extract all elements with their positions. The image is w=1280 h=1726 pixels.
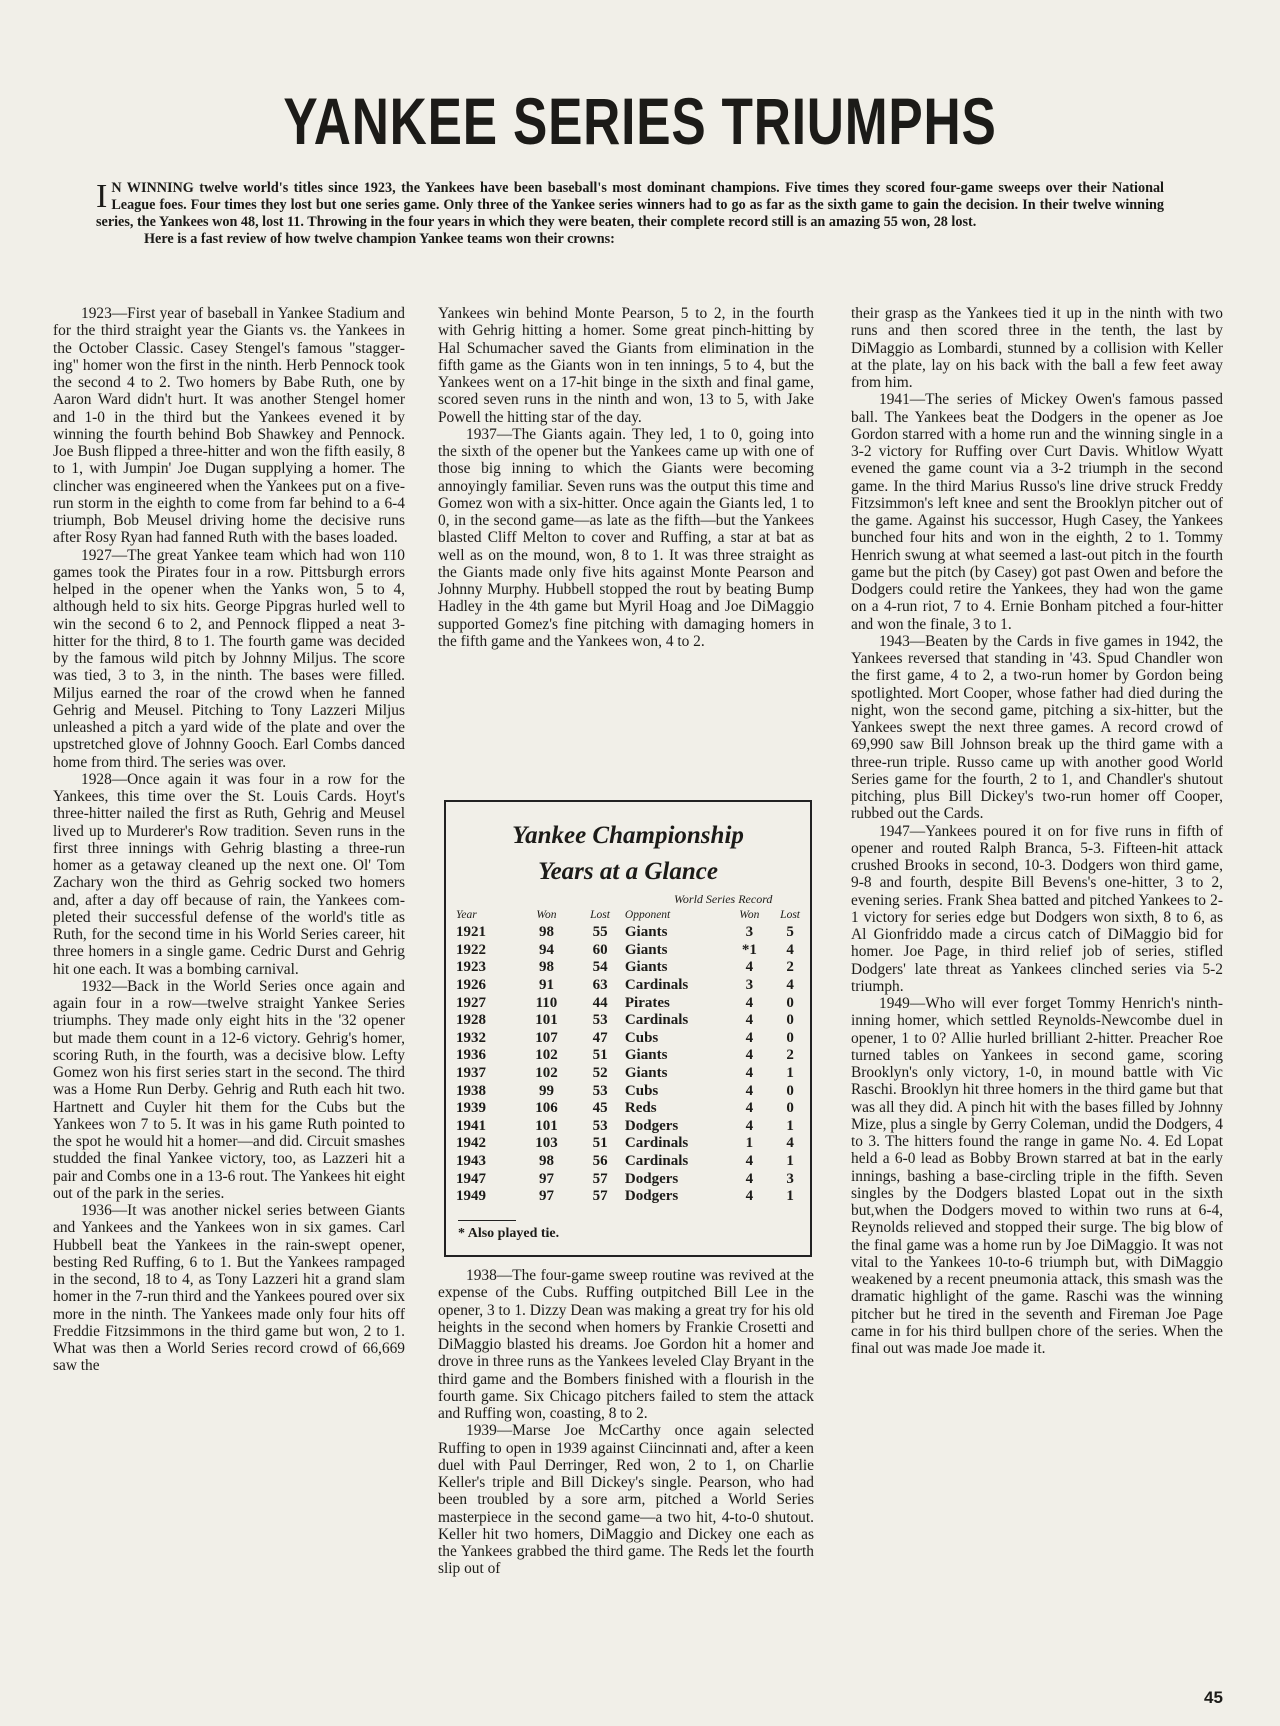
box-title	[446, 818, 810, 890]
cell-opponent: Pirates	[624, 994, 670, 1011]
header-ws-lost: Lost	[780, 909, 800, 921]
paragraph-1936-continued: Yankees win behind Monte Pearson, 5 to 2, in the fourth with Gehrig hitting a homer. Some great pinch-hitting by Hal Schumacher saved the Giants from elimination in the fifth game as the Giants won in ten innings, 5 to 4, but the Yankees went on a 17-hit binge in the sixth and final game, scored seven runs in the ninth and won, 13 to 5, with Jake Powell the hitting star of the day.	[438, 305, 814, 426]
cell-lost: 53	[592, 1082, 608, 1099]
cell-ws-won: 4	[745, 1029, 754, 1046]
article-column-1	[53, 305, 405, 1375]
cell-lost: 53	[592, 1012, 608, 1029]
cell-won: 101	[535, 1012, 558, 1029]
world-series-record-header: World Series Record	[674, 892, 773, 906]
cell-opponent: Cardinals	[624, 1135, 689, 1152]
cell-lost: 54	[592, 959, 608, 976]
cell-won: 91	[538, 977, 554, 994]
article-column-2-lower	[438, 1267, 814, 1578]
cell-ws-won: 4	[745, 1117, 754, 1134]
cell-lost: 56	[592, 1153, 608, 1170]
box-title-line-1: Yankee Championship	[512, 822, 744, 849]
cell-opponent: Cubs	[624, 1029, 659, 1046]
cell-year: 1923	[456, 959, 486, 976]
table-row	[456, 1170, 810, 1188]
cell-won: 97	[538, 1170, 554, 1187]
cell-lost: 45	[592, 1100, 608, 1117]
cell-year: 1922	[456, 941, 486, 958]
cell-year: 1943	[456, 1153, 486, 1170]
cell-lost: 57	[592, 1188, 608, 1205]
cell-ws-won: 3	[745, 977, 754, 994]
cell-ws-lost: 4	[786, 1135, 794, 1152]
cell-lost: 55	[592, 924, 608, 941]
paragraph-1928: 1928—Once again it was four in a row for the Yankees, this time over the St. Louis Cards. Hoyt's three-hitter nailed the first as Ruth, Gehrig and Meusel lived up to Murderer's Row tradition. Seven runs in the first three innings with Gehrig blasting a three-run homer as a getaway cleaned up the next one. Ol' Tom Zachary won the third as Gehrig socked two homers and, after a day off because of rain, the Yankees completed their successful defense of the world's title as Ruth, for the second time in his World Series career, hit three homers in a single game. Cedric Durst and Gehrig hit one each. It was a bombing carnival.	[53, 770, 405, 978]
cell-lost: 57	[592, 1170, 608, 1187]
cell-ws-lost: 0	[786, 1100, 794, 1117]
cell-won: 102	[535, 1047, 558, 1064]
cell-ws-won: 4	[745, 1082, 754, 1099]
paragraph-1923: 1923—First year of baseball in Yankee Stadium and for the third straight year the Giants vs. the Yankees in the October Classic. Casey Stengel's famous "staggering" homer won the first in the ninth. Herb Pennock took the second 4 to 2. Two homers by Babe Ruth, one by Aaron Ward didn't hurt. It was another Stengel homer and 1-0 in the third but the Yankees evened it by winning the fourth behind Bob Shawkey and Pennock. Joe Bush flipped a three-hitter and won the fifth easily, 8 to 1, with Jumpin' Joe Dugan supplying a homer. The clincher was engineered when the Yankees put on a five-run storm in the eighth to come from far behind to a 6-4 triumph, Bob Meusel driving home the decisive runs after Rosy Ryan had fanned Ruth with the bases loaded.	[53, 305, 405, 547]
cell-ws-lost: 2	[786, 1047, 794, 1064]
cell-won: 94	[538, 941, 554, 958]
cell-won: 97	[538, 1188, 554, 1205]
cell-ws-lost: 0	[786, 1029, 794, 1046]
cell-year: 1921	[456, 924, 486, 941]
table-row	[456, 1118, 810, 1136]
cell-year: 1928	[456, 1012, 486, 1029]
footnote: * Also played tie.	[458, 1226, 560, 1241]
cell-won: 99	[538, 1082, 554, 1099]
header-ws-won: Won	[739, 909, 760, 921]
cell-ws-won: 4	[745, 959, 754, 976]
cell-ws-won: 1	[745, 1135, 754, 1152]
championship-table	[456, 906, 810, 1206]
intro-text: N WINNING twelve world's titles since 1923, the Yankees have been baseball's most dominant champions. Five times they scored four-game sweeps over their National League foes. Four times they lost but one series game. Only three of the Yankee series winners had to go as far as the sixth game to gain the decision. In their twelve winning series, the Yankees won 48, lost 11. Throwing in the four years in which they were beaten, their complete record still is an amazing 55 won, 28 lost.	[96, 180, 1164, 230]
intro-last-line: Here is a fast review of how twelve champion Yankee teams won their crowns:	[144, 231, 615, 247]
paragraph-1939: 1939—Marse Joe McCarthy once again selected Ruffing to open in 1939 against Ciincinnati and, after a keen duel with Paul Derringer, Red won, 2 to 1, on Charlie Keller's triple and Bill Dickey's single. Pearson, who had been troubled by a sore arm, pitched a World Series masterpiece in the second game—a two hit, 4-to-0 shutout. Keller hit two homers, DiMaggio and Dickey one each as the Yankees grabbed the third game. The Reds let the fourth slip out of	[438, 1422, 814, 1578]
cell-lost: 63	[592, 977, 608, 994]
cell-year: 1939	[456, 1100, 486, 1117]
cell-lost: 51	[592, 1047, 608, 1064]
cell-ws-won: 4	[745, 1170, 754, 1187]
cell-lost: 51	[592, 1135, 608, 1152]
cell-opponent: Cardinals	[624, 1012, 689, 1029]
footnote-rule	[458, 1220, 516, 1221]
cell-opponent: Giants	[624, 1065, 668, 1082]
paragraph-1941: 1941—The series of Mickey Owen's famous passed ball. The Yankees beat the Dodgers in the opener as Joe Gordon starred with a home run and the winning single in a 3-2 victory for Ruffing over Curt Davis. Whitlow Wyatt evened the game count via a 3-2 triumph in the second game. In the third Marius Russo's line drive struck Freddy Fitzsimmon's left knee and sent the Brooklyn pitcher out of the game. Against his successor, Hugh Casey, the Yankees bunched four hits and won in the eighth, 2 to 1. Tommy Henrich swung at what seemed a last-out pitch in the fourth game but the pitch (by Casey) got past Owen and before the Dodgers could retire the Yankees, they had won the game on a 4-run riot, 7 to 4. Ernie Bonham pitched a four-hitter and won the finale, 3 to 1.	[851, 391, 1223, 633]
cell-ws-lost: 0	[786, 994, 794, 1011]
paragraph-1939-continued: their grasp as the Yankees tied it up in the ninth with two runs and then scored three in the tenth, the last by DiMaggio as Lombardi, stunned by a collision with Keller at the plate, lay on his back with the ball a few feet away from him.	[851, 305, 1223, 391]
cell-year: 1938	[456, 1082, 486, 1099]
cell-ws-won: 4	[745, 1065, 754, 1082]
table-header-row	[456, 906, 810, 924]
page-number: 45	[1204, 1688, 1223, 1707]
cell-won: 101	[535, 1117, 558, 1134]
box-title-line-2: Years at a Glance	[538, 858, 718, 885]
table-row	[456, 1100, 810, 1118]
cell-year: 1927	[456, 994, 486, 1011]
cell-ws-won: 4	[745, 1047, 754, 1064]
cell-year: 1936	[456, 1047, 486, 1064]
paragraph-1937: 1937—The Giants again. They led, 1 to 0, going into the sixth of the opener but the Yankees came up with one of those big inning to which the Giants were becoming annoyingly familiar. Seven runs was the output this time and Gomez won with a six-hitter. Once again the Giants led, 1 to 0, in the second game—as late as the fifth—but the Yankees blasted Cliff Melton to cover and Ruffing, a star at bat as well as on the mound, won, 8 to 1. It was three straight as the Giants made only five hits against Monte Pearson and Johnny Murphy. Hubbell stopped the rout by beating Bump Hadley in the 4th game but Myril Hoag and Joe DiMaggio supported Gomez's fine pitching with damaging homers in the fifth game and the Yankees won, 4 to 2.	[438, 425, 814, 650]
paragraph-1943: 1943—Beaten by the Cards in five games in 1942, the Yankees reversed that standing in '43. Spud Chandler won the first game, 4 to 2, a two-run homer by Gordon being spotlighted. Mort Cooper, whose father had died during the night, won the second game, pitching a six-hitter, but the Yankees swept the next three games. A record crowd of 69,990 saw Bill Johnson break up the third game with a three-run triple. Russo came up with another good World Series game for the fourth, 2 to 1, and Chandler's shutout pitching, plus Bill Dickey's two-run homer off Cooper, rubbed out the Cards.	[851, 632, 1223, 823]
cell-year: 1932	[456, 1029, 486, 1046]
table-row	[456, 959, 810, 977]
header-lost: Lost	[590, 909, 610, 921]
cell-ws-won: 4	[745, 1100, 754, 1117]
cell-opponent: Giants	[624, 924, 668, 941]
table-row	[456, 924, 810, 942]
article-column-2	[438, 305, 814, 650]
cell-won: 106	[535, 1100, 558, 1117]
table-row	[456, 994, 810, 1012]
cell-ws-lost: 5	[786, 924, 794, 941]
cell-ws-lost: 2	[786, 959, 794, 976]
cell-opponent: Giants	[624, 941, 668, 958]
header-won: Won	[536, 909, 557, 921]
cell-ws-won: 4	[745, 994, 754, 1011]
cell-lost: 53	[592, 1117, 608, 1134]
championship-years-box	[444, 800, 812, 1257]
cell-ws-won: 4	[745, 1012, 754, 1029]
cell-won: 110	[535, 994, 558, 1011]
paragraph-1927: 1927—The great Yankee team which had won 110 games took the Pirates four in a row. Pittsburgh errors helped in the opener when the Yanks won, 5 to 4, although held to six hits. George Pipgras hurled well to win the second 6 to 2, and Pennock flipped a neat 3-hitter for the third, 8 to 1. The fourth game was decided by the famous wild pitch by Johnny Miljus. The score was tied, 3 to 3, in the ninth. The bases were filled. Miljus earned the roar of the crowd when he fanned Gehrig and Meusel. Pitching to Tony Lazzeri Miljus unleashed a pitch a yard wide of the plate and over the upstretched glove of Johnny Gooch. Earl Combs danced home from third. The series was over.	[53, 546, 405, 771]
cell-won: 107	[535, 1029, 558, 1046]
cell-opponent: Giants	[624, 1047, 668, 1064]
cell-year: 1947	[456, 1170, 486, 1187]
cell-ws-lost: 0	[786, 1012, 794, 1029]
table-row	[456, 942, 810, 960]
cell-won: 98	[538, 1153, 554, 1170]
table-row	[456, 1030, 810, 1048]
table-row	[456, 1047, 810, 1065]
cell-opponent: Reds	[624, 1100, 657, 1117]
paragraph-1932: 1932—Back in the World Series once again and again four in a row—twelve straight Yankee Series triumphs. They made only eight hits in the '32 opener but made them count in a 12-6 victory. Gehrig's homer, scoring Ruth, in the fourth, was a decisive blow. Lefty Gomez won his first series start in the second. The third was a Home Run Derby. Gehrig and Ruth each hit two. Hartnett and Cuyler hit them for the Cubs but the Yankees won 7 to 5. It was in his game Ruth pointed to the spot he would hit a homer—and did. Circuit smashes studded the final Yankee victory, too, as Lazzeri hit a pair and Combs one in a 13-6 rout. The Yankees hit eight out of the park in the series.	[53, 977, 405, 1202]
cell-lost: 47	[592, 1029, 608, 1046]
cell-year: 1937	[456, 1065, 486, 1082]
header-year: Year	[456, 909, 477, 921]
drop-cap: I	[96, 178, 108, 215]
cell-ws-lost: 1	[786, 1117, 794, 1134]
cell-opponent: Dodgers	[624, 1188, 679, 1205]
cell-ws-lost: 3	[786, 1170, 794, 1187]
cell-opponent: Cardinals	[624, 977, 689, 994]
intro-paragraph	[96, 180, 1164, 248]
table-row	[456, 1188, 810, 1206]
cell-won: 103	[535, 1135, 558, 1152]
cell-year: 1949	[456, 1188, 486, 1205]
cell-won: 98	[538, 959, 554, 976]
cell-ws-lost: 1	[786, 1188, 794, 1205]
cell-ws-lost: 1	[786, 1065, 794, 1082]
paragraph-1949: 1949—Who will ever forget Tommy Henrich's ninth-inning homer, which settled Reynolds-Newcombe duel in opener, 1 to 0? Allie hurled brilliant 2-hitter. Preacher Roe turned tables on Yankees in second game, scoring Brooklyn's only victory, 1-0, in mound battle with Vic Raschi. Brooklyn hit three homers in the third game but that was all they did. A pinch hit with the bases filled by Johnny Mize, plus a single by Gerry Coleman, undid the Dodgers, 4 to 3. The hitters found the range in game No. 4. Ed Lopat held a 6-0 lead as Bobby Brown starred at bat in the early innings, bashing a base-circling triple in the fifth. Seven singles by the Dodgers blasted Lopat out in the sixth but,when the Dodgers moved to within two runs at 6-4, Reynolds relieved and stopped their surge. The big blow of the final game was a home run by Joe DiMaggio. It was not vital to the Yankees 10-to-6 triumph but, with DiMaggio weakened by a recent pneumonia attack, this smash was the dramatic highlight of the game. Raschi was the winning pitcher but he tired in the seventh and Fireman Joe Page came in for his third bullpen chore of the series. When the final out was made Joe made it.	[851, 995, 1223, 1357]
cell-year: 1926	[456, 977, 486, 994]
paragraph-1947: 1947—Yankees poured it on for five runs in fifth of opener and routed Ralph Branca, 5-3. Fifteen-hit attack crushed Brooks in second, 10-3. Dodgers won third game, 9-8 and fourth, despite Bill Bevens's one-hitter, 3 to 2, evening series. Frank Shea batted and pitched Yankees to 2-1 victory for series edge but Dodgers won sixth, 8 to 6, as Al Gionfriddo made a circus catch of DiMaggio bid for homer. Joe Page, in third relief job of series, stifled Dodgers' late threat as Yankees clinched series via 5-2 triumph.	[851, 822, 1223, 995]
header-opponent: Opponent	[624, 909, 671, 921]
table-row	[456, 1082, 810, 1100]
table-row	[456, 1065, 810, 1083]
cell-ws-won: *1	[741, 941, 757, 958]
cell-won: 102	[535, 1065, 558, 1082]
cell-ws-lost: 4	[786, 977, 794, 994]
cell-won: 98	[538, 924, 554, 941]
table-row	[456, 1153, 810, 1171]
table-row	[456, 1012, 810, 1030]
cell-lost: 52	[592, 1065, 608, 1082]
cell-opponent: Giants	[624, 959, 668, 976]
cell-lost: 44	[592, 994, 608, 1011]
cell-ws-won: 3	[745, 924, 754, 941]
cell-opponent: Dodgers	[624, 1117, 679, 1134]
cell-ws-lost: 0	[786, 1082, 794, 1099]
cell-lost: 60	[592, 941, 608, 958]
cell-opponent: Cubs	[624, 1082, 659, 1099]
cell-ws-won: 4	[745, 1188, 754, 1205]
table-row	[456, 977, 810, 995]
cell-opponent: Dodgers	[624, 1170, 679, 1187]
cell-ws-won: 4	[745, 1153, 754, 1170]
cell-ws-lost: 1	[786, 1153, 794, 1170]
table-row	[456, 1135, 810, 1153]
page-title: YANKEE SERIES TRIUMPHS	[283, 84, 997, 158]
cell-ws-lost: 4	[786, 941, 794, 958]
paragraph-1936: 1936—It was another nickel series between Giants and Yankees and the Yankees won in six games. Carl Hubbell beat the Yankees in the rain-swept opener, besting Red Ruffing, 6 to 1. But the Yankees rampaged in the second, 18 to 4, as Tony Lazzeri hit a grand slam homer in the 7-run third and the Yankees poured over six more in the ninth. The Yankees made only four hits off Freddie Fitzsimmons in the third game but won, 2 to 1. What was then a World Series record crowd of 66,669 saw the	[53, 1202, 405, 1375]
cell-year: 1941	[456, 1117, 486, 1134]
paragraph-1938: 1938—The four-game sweep routine was revived at the expense of the Cubs. Ruffing outpitched Bill Lee in the opener, 3 to 1. Dizzy Dean was making a great try for his old heights in the second when homers by Frankie Crosetti and DiMaggio blasted his dreams. Joe Gordon hit a homer and drove in three runs as the Yankees leveled Clay Bryant in the third game and the Bombers finished with a flourish in the fourth game. Six Chicago pitchers failed to stem the attack and Ruffing won, coasting, 8 to 2.	[438, 1267, 814, 1422]
cell-year: 1942	[456, 1135, 486, 1152]
cell-opponent: Cardinals	[624, 1153, 689, 1170]
article-column-3	[851, 305, 1223, 1357]
